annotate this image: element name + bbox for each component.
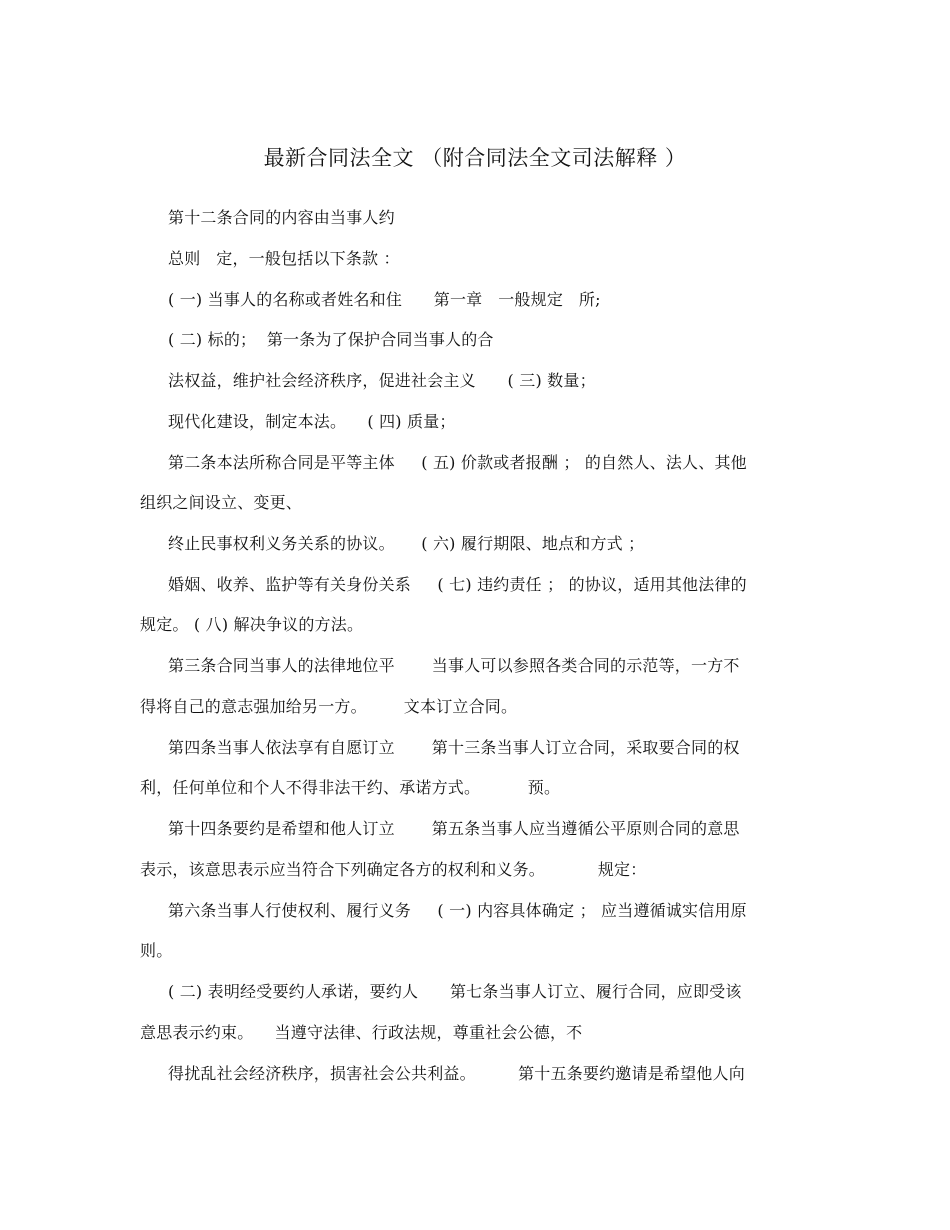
text-line: 第二条本法所称合同是平等主体 ( 五) 价款或者报酬 ； 的自然人、法人、其他 bbox=[168, 453, 747, 472]
text-line: 现代化建设，制定本法。 ( 四) 质量； bbox=[168, 412, 456, 431]
text-line: 规定。 ( 八) 解决争议的方法。 bbox=[140, 615, 364, 634]
text-line: 第三条合同当事人的法律地位平 当事人可以参照各类合同的示范等，一方不 bbox=[168, 656, 740, 675]
text-line: 第十二条合同的内容由当事人约 bbox=[168, 208, 395, 227]
text-line: 法权益，维护社会经济秩序，促进社会主义 ( 三) 数量； bbox=[168, 371, 596, 390]
text-line: ( 二) 标的； 第一条为了保护合同当事人的合 bbox=[168, 330, 494, 349]
text-line: 利，任何单位和个人不得非法干约、承诺方式。 预。 bbox=[140, 778, 561, 797]
text-line: 则。 bbox=[140, 941, 173, 960]
text-line: 第十四条要约是希望和他人订立 第五条当事人应当遵循公平原则合同的意思 bbox=[168, 819, 740, 838]
text-line: 得将自己的意志强加给另一方。 文本订立合同。 bbox=[140, 697, 518, 716]
text-line: 表示，该意思表示应当符合下列确定各方的权利和义务。 规定： bbox=[140, 860, 647, 879]
text-line: 第四条当事人依法享有自愿订立 第十三条当事人订立合同，采取要合同的权 bbox=[168, 738, 740, 757]
text-line: 终止民事权利义务关系的协议。 ( 六) 履行期限、地点和方式 ； bbox=[168, 534, 645, 553]
text-line: 第六条当事人行使权利、履行义务 ( 一) 内容具体确定 ； 应当遵循诚实信用原 bbox=[168, 901, 747, 920]
text-line: 婚姻、收养、监护等有关身份关系 ( 七) 违约责任 ； 的协议，适用其他法律的 bbox=[168, 575, 747, 594]
text-line: 得扰乱社会经济秩序，损害社会公共利益。 第十五条要约邀请是希望他人向 bbox=[168, 1064, 745, 1083]
text-line: ( 一) 当事人的名称或者姓名和住 第一章 一般规定 所; bbox=[168, 290, 601, 309]
document-title: 最新合同法全文 （附合同法全文司法解释 ） bbox=[263, 146, 687, 170]
text-line: 总则 定，一般包括以下条款 ： bbox=[168, 249, 400, 268]
text-line: 意思表示约束。 当遵守法律、行政法规，尊重社会公德，不 bbox=[140, 1023, 583, 1042]
text-line: 组织之间设立、变更、 bbox=[140, 493, 303, 512]
text-line: ( 二) 表明经受要约人承诺，要约人 第七条当事人订立、履行合同，应即受该 bbox=[168, 982, 742, 1001]
